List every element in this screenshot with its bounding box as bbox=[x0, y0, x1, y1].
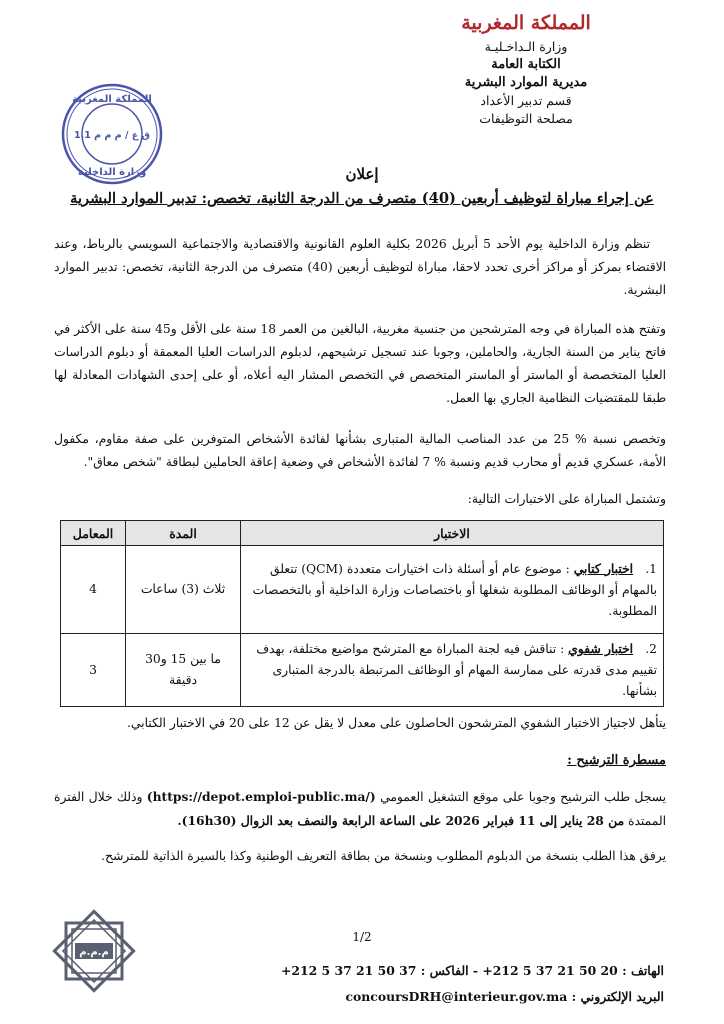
exam-title: اختبار شفوي bbox=[568, 641, 634, 656]
row-number: 2. bbox=[645, 642, 657, 656]
table-header-row bbox=[61, 521, 664, 546]
exam-cell bbox=[241, 634, 664, 707]
header-duration: المدة bbox=[126, 521, 241, 546]
registration-text: يسجل طلب الترشيح وجوبا على موقع التشغيل العمومي bbox=[375, 790, 667, 804]
registration-text-2: وذلك خلال الفترة الممتدة bbox=[54, 790, 666, 828]
paragraph-oral-qualification: يتأهل لاجتياز الاختبار الشفوي المترشحون الحاصلون على معدل لا يقل عن 12 على 20 في الاختبار الكتابي. bbox=[126, 716, 666, 730]
coefficient-cell: 3 bbox=[61, 634, 126, 707]
header-exam: الاختبار bbox=[241, 521, 664, 546]
fax-number: +212 5 37 21 50 37 bbox=[280, 963, 417, 978]
announcement-subject bbox=[0, 190, 724, 207]
coefficient-cell: 4 bbox=[61, 546, 126, 634]
fax-label: الفاكس : bbox=[420, 963, 469, 978]
kingdom-title: المملكة المغربية bbox=[461, 12, 591, 34]
exam-description: : تناقش فيه لجنة المباراة مع المترشح مواضيع مختلفة، بهدف تقييم مدى قدرته على ممارسة المهام أو الوظائف المرتبطة بالدرجة المتبارى بشأنها. bbox=[256, 642, 657, 698]
footer-contacts: الهاتف : +212 5 37 21 50 20 - الفاكس : +212 5 37 21 50 37 bbox=[280, 963, 664, 978]
table-row bbox=[61, 634, 664, 707]
email-label: البريد الإلكتروني : bbox=[571, 989, 664, 1004]
registration-period: من 28 يناير إلى 11 فبراير 2026 على الساعة الرابعة والنصف بعد الزوال (16h30). bbox=[177, 813, 625, 828]
exam-description: : موضوع عام أو أسئلة ذات اختيارات متعددة (QCM) تتعلق بالمهام أو الوظائف المطلوبة شغلها أو باختصاصات وزارة الداخلية أو بالتخصصات المطلوبة. bbox=[252, 561, 657, 618]
registration-url: (https://depot.emploi-public.ma/) bbox=[146, 789, 376, 804]
row-number: 1. bbox=[645, 561, 657, 576]
email-address[interactable]: concoursDRH@interieur.gov.ma bbox=[345, 989, 568, 1004]
division-line: قسم تدبير الأعداد bbox=[480, 93, 572, 108]
table-row bbox=[61, 546, 664, 634]
procedure-title: مسطرة الترشيح : bbox=[567, 753, 666, 768]
footer-email bbox=[150, 989, 664, 1004]
paragraph-eligibility: وتفتح هذه المباراة في وجه المترشحين من جنسية مغربية، البالغين من العمر 18 سنة على الأقل و45 سنة على الأكثر في فاتح يناير من السنة الجارية، والحاملين، وجوبا عند تسجيل ترشيحهم، لدبلوم الدراسات العليا المعمقة أو دبلوم الدراسات العليا المتخصصة أو الماستر أو الماستر المتخصص في التخصص المشار اليه أعلاه، أو على إحدى الشهادات المعادلة لها طبقا للمقتضيات النظامية الجاري بها العمل. bbox=[54, 322, 666, 405]
paragraph-attachments: يرفق هذا الطلب بنسخة من الدبلوم المطلوب وبنسخة من بطاقة التعريف الوطنية وكذا بالسيرة الذاتية للمترشح. bbox=[101, 849, 666, 863]
ministry-logo-icon bbox=[48, 905, 140, 997]
phone-label: الهاتف : bbox=[622, 963, 664, 978]
exam-cell bbox=[241, 546, 664, 634]
stamp-bottom-text: وزارة الداخلية bbox=[77, 167, 147, 178]
phone-number: +212 5 37 21 50 20 bbox=[482, 963, 618, 978]
logo-text: م.م.م bbox=[79, 947, 109, 958]
page-number: 1/2 bbox=[352, 930, 372, 944]
paragraph-registration bbox=[54, 785, 666, 833]
secretariat-line: الكتابة العامة bbox=[491, 57, 561, 72]
service-line: مصلحة التوظيفات bbox=[479, 111, 573, 126]
ministry-line: وزارة الـداخـليـة bbox=[484, 39, 568, 54]
stamp-code: ق ع / م م م 1.1 bbox=[73, 130, 151, 141]
paragraph-tests-intro: وتشتمل المباراة على الاختبارات التالية: bbox=[467, 492, 666, 506]
announcement-title: إعلان bbox=[345, 165, 379, 183]
duration-cell: ثلاث (3) ساعات bbox=[126, 546, 241, 634]
header-coefficient: المعامل bbox=[61, 521, 126, 546]
directorate-line: مديرية الموارد البشرية bbox=[464, 75, 588, 90]
exam-title: اختبار كتابي bbox=[573, 560, 634, 576]
subject-text: عن إجراء مباراة لتوظيف أربعين (40) متصرف من الدرجة الثانية، تخصص: تدبير الموارد البشرية bbox=[70, 190, 654, 207]
letterhead bbox=[386, 12, 666, 128]
duration-cell: ما بين 15 و30 دقيقة bbox=[126, 634, 241, 707]
paragraph-quotas: وتخصص نسبة % 25 من عدد المناصب المالية المتبارى بشأنها لفائدة الأشخاص المتوفرين على صفة مقاوم، مكفول الأمة، عسكري قديم أو محارب قديم ونسبة % 7 لفائدة الأشخاص في وضعية إعاقة الحاملين لبطاقة "شخص معاق". bbox=[54, 432, 666, 469]
stamp-top-text: المملكة المغربية bbox=[72, 94, 152, 105]
paragraph-date-venue: تنظم وزارة الداخلية يوم الأحد 5 أبريل 2026 بكلية العلوم القانونية والاقتصادية والاجتماعية السويسي بالرباط، وعند الاقتضاء بمركز أو مراكز أخرى تحدد لاحقا، مباراة لتوظيف أربعين (40) متصرف من الدرجة الثانية، تخصص: تدبير الموارد البشرية. bbox=[54, 237, 667, 297]
exams-table bbox=[60, 520, 664, 707]
